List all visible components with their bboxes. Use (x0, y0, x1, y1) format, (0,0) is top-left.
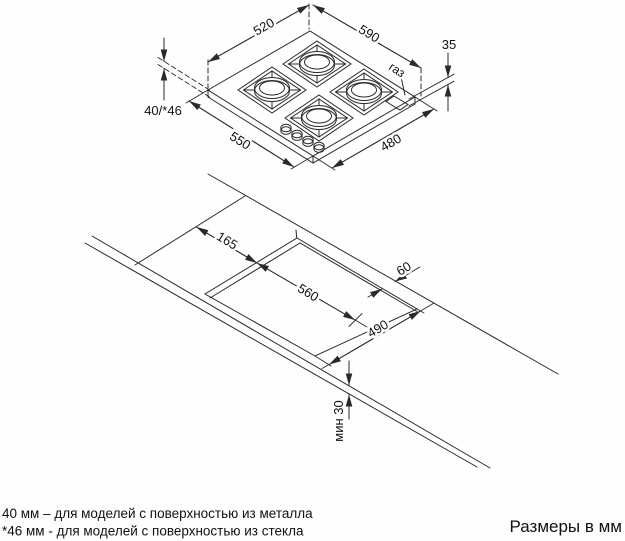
dim-550-lines (186, 90, 313, 169)
footnote-block (2, 506, 622, 539)
countertop-outline (85, 174, 558, 468)
dim-165-label: 165 (214, 228, 241, 253)
dim-590-label: 590 (356, 21, 383, 46)
control-knobs (281, 124, 324, 152)
dim-min30-label: мин 30 (331, 400, 346, 442)
dim-520-label: 520 (250, 14, 277, 39)
burner-right (330, 69, 398, 115)
burner-left (238, 67, 306, 113)
dim-550-label: 550 (227, 128, 254, 153)
dim-520-lines (208, 4, 309, 88)
dim-35-label: 35 (441, 37, 457, 52)
dim-40-46-lines (158, 38, 211, 100)
footnote-metal: 40 мм – для моделей с поверхностью из металла (2, 506, 313, 521)
dim-40-46-label: 40/*46 (144, 103, 182, 118)
dim-480-label: 480 (377, 130, 404, 155)
dim-60-label: 60 (393, 258, 414, 279)
dim-35-lines (409, 53, 454, 111)
burner-back (283, 41, 351, 87)
footnote-glass: *46 мм - для моделей с поверхностью из стекла (2, 523, 304, 539)
burner-front (285, 95, 353, 141)
dim-560-label: 560 (295, 280, 322, 305)
dimension-labels (144, 15, 456, 442)
dim-490-label: 490 (364, 316, 391, 341)
units-note: Размеры в мм (509, 517, 622, 536)
gas-connection (386, 77, 408, 110)
gas-label: газ (386, 59, 408, 81)
